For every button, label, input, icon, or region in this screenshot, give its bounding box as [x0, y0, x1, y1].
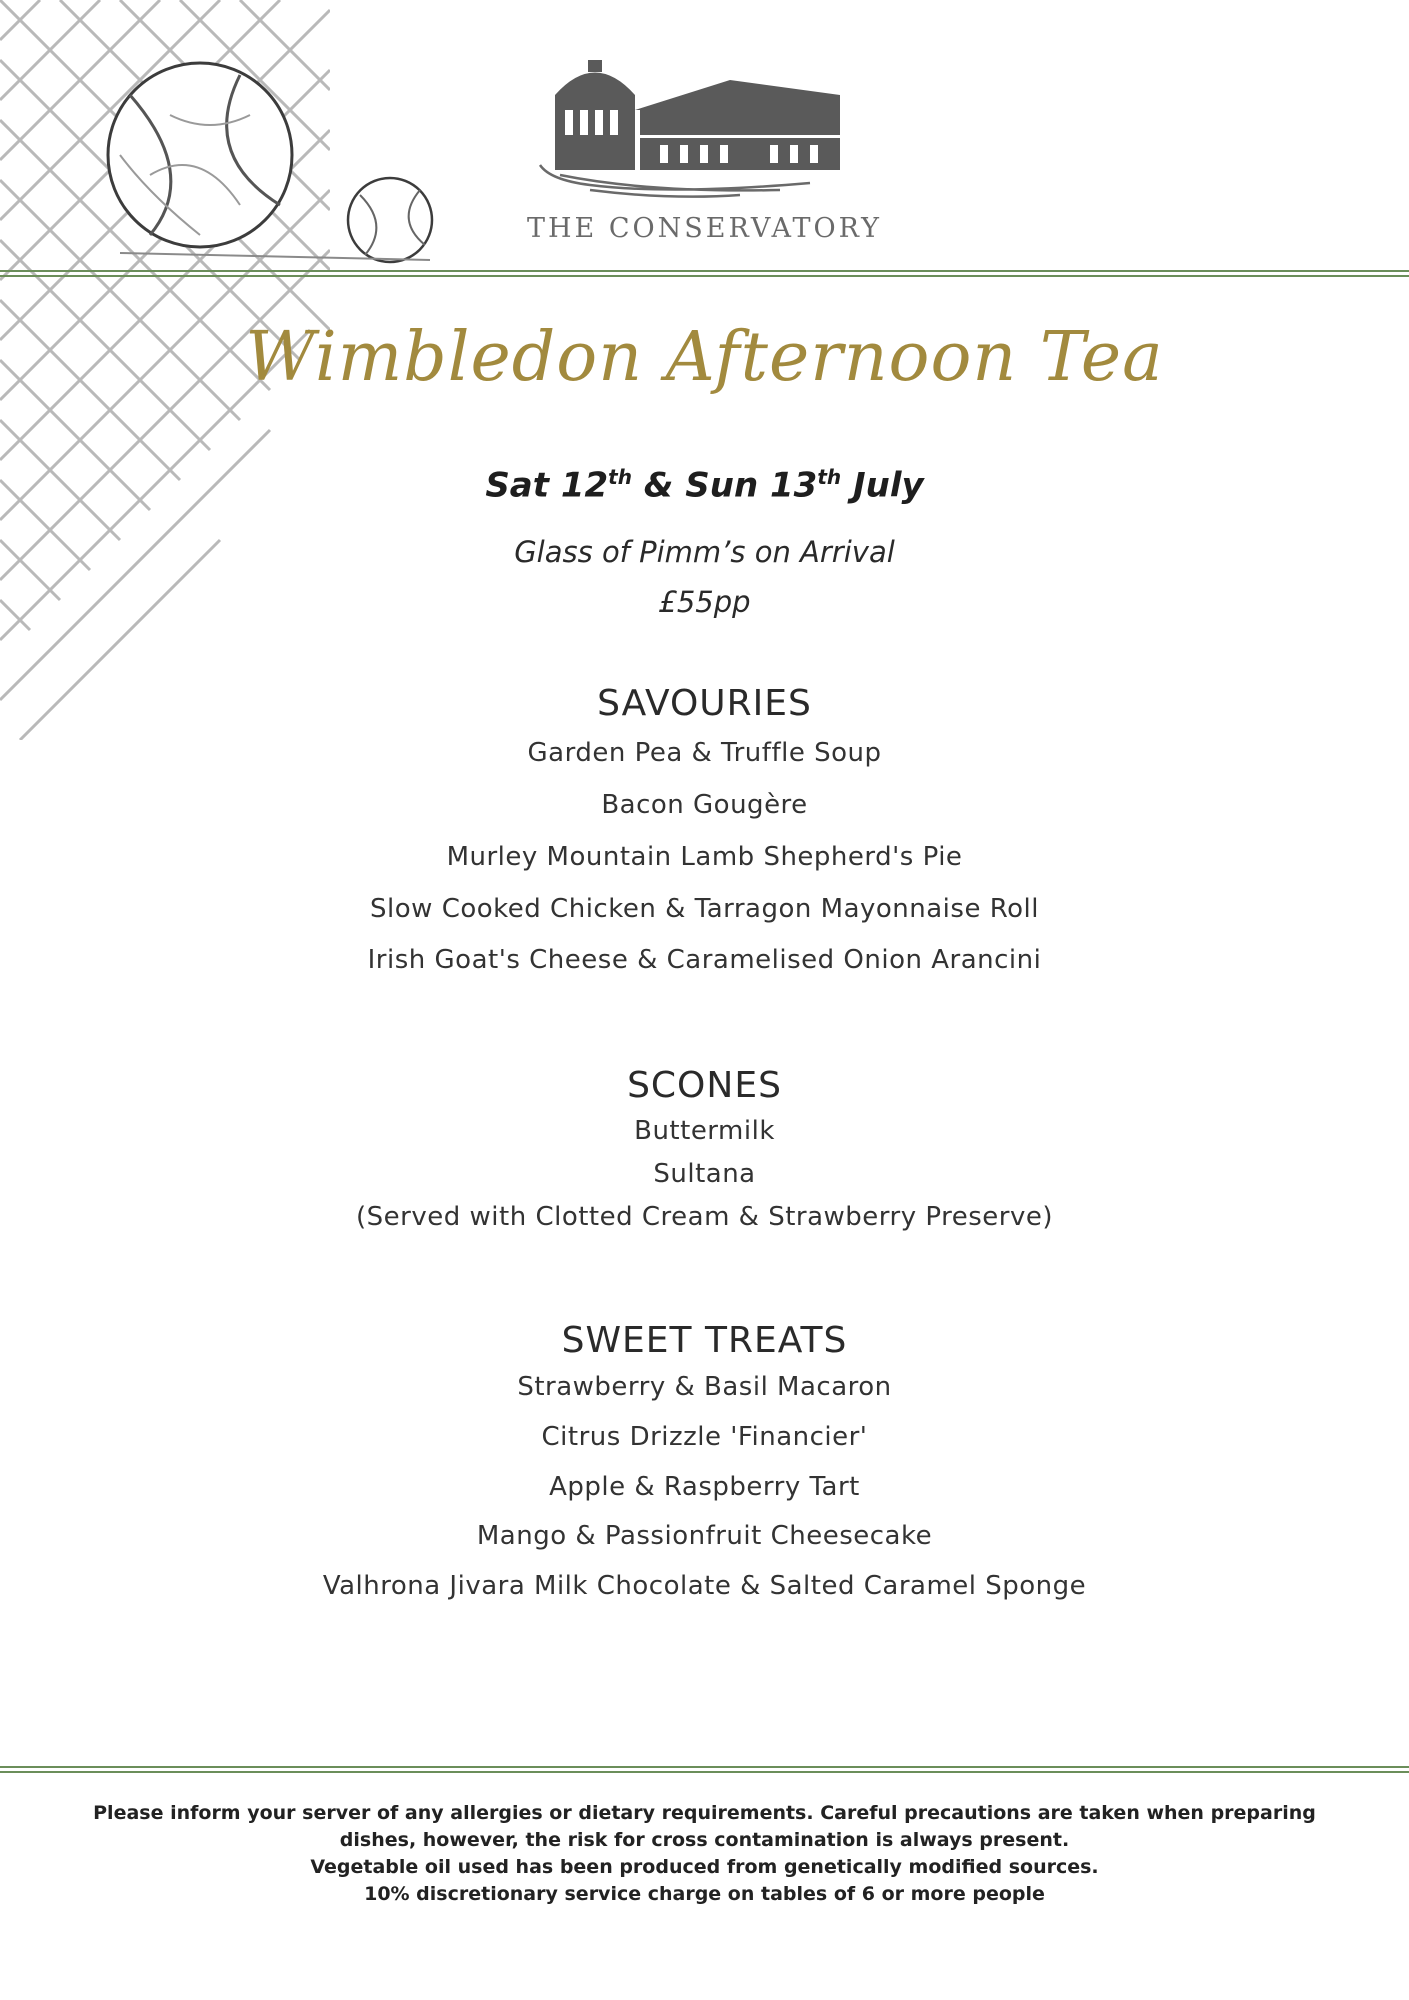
menu-item: Apple & Raspberry Tart [549, 1472, 860, 1502]
menu-item: Citrus Drizzle 'Financier' [541, 1422, 868, 1452]
footer-line: 10% discretionary service charge on tables of 6 or more people [364, 1883, 1045, 1905]
arrival-drink: Glass of Pimm’s on Arrival [514, 535, 895, 569]
brand-name: THE CONSERVATORY [527, 213, 882, 244]
price: £55pp [658, 585, 751, 619]
section-heading-savouries: SAVOURIES [597, 683, 812, 724]
menu-item: (Served with Clotted Cream & Strawberry Preserve) [356, 1202, 1053, 1232]
menu-item: Valhrona Jivara Milk Chocolate & Salted Caramel Sponge [322, 1571, 1087, 1601]
event-dates: Sat 12th & Sun 13th July [485, 465, 924, 506]
menu-item: Slow Cooked Chicken & Tarragon Mayonnaise Roll [370, 894, 1039, 924]
section-heading-sweet-treats: SWEET TREATS [561, 1320, 848, 1361]
menu-item: Strawberry & Basil Macaron [517, 1372, 892, 1402]
allergy-notice [0, 1800, 1409, 1908]
footer-line: Please inform your server of any allergies or dietary requirements. Careful precautions are taken when preparing [93, 1802, 1316, 1824]
menu-item: Garden Pea & Truffle Soup [527, 738, 882, 768]
footer-line: dishes, however, the risk for cross contamination is always present. [339, 1829, 1070, 1851]
bottom-divider [0, 1766, 1409, 1773]
menu-item: Irish Goat's Cheese & Caramelised Onion Arancini [367, 945, 1042, 975]
page-title: Wimbledon Afternoon Tea [245, 318, 1164, 397]
section-heading-scones: SCONES [627, 1065, 782, 1106]
footer-line: Vegetable oil used has been produced from genetically modified sources. [310, 1856, 1099, 1878]
menu-item: Buttermilk [634, 1116, 775, 1146]
menu-item: Sultana [653, 1159, 756, 1189]
top-divider [0, 270, 1409, 277]
conservatory-building-logo [530, 55, 870, 200]
menu-item: Murley Mountain Lamb Shepherd's Pie [446, 842, 963, 872]
menu-item: Mango & Passionfruit Cheesecake [476, 1521, 933, 1551]
menu-item: Bacon Gougère [601, 790, 808, 820]
